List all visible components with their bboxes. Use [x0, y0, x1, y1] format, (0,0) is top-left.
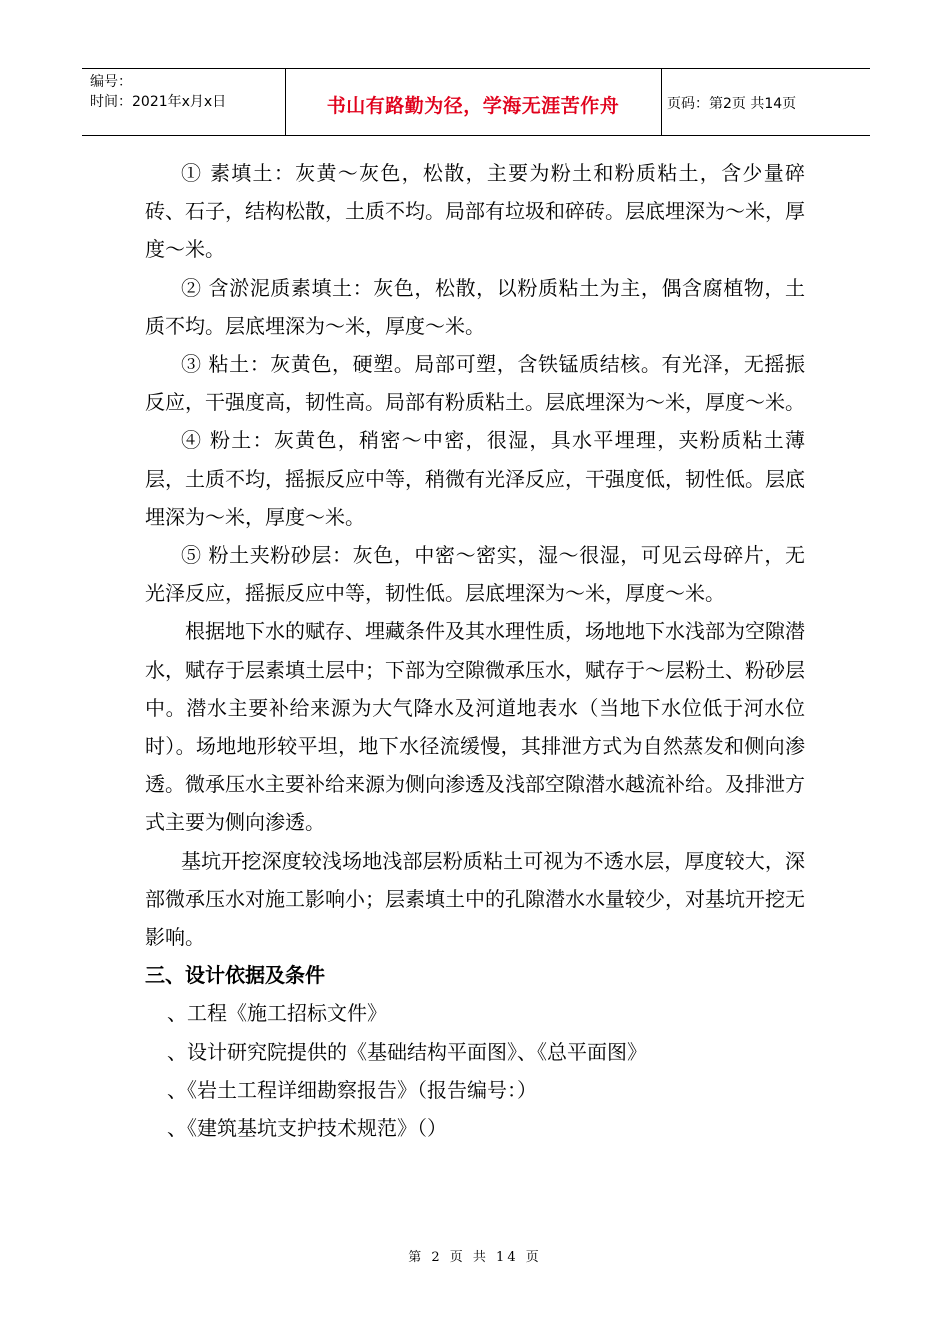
- header-right-cell: [661, 69, 870, 135]
- header-center-cell: [285, 69, 662, 135]
- section-heading: 三、设计依据及条件: [145, 963, 325, 988]
- document-id: 编号：: [90, 74, 132, 90]
- document-time: 时间：2021年x月x日: [90, 94, 227, 110]
- basis-item: 、工程《施工招标文件》: [167, 1001, 387, 1026]
- document-body: [145, 154, 805, 1147]
- header-page-info: 页码：第2页 共14页: [667, 96, 797, 112]
- soil-layer-4: ④ 粉土：灰黄色，稍密～中密，很湿，具水平埋理，夹粉质粘土薄层，土质不均，摇振反应中等，稍微有光泽反应，干强度低，韧性低。层底埋深为～米，厚度～米。: [145, 428, 805, 529]
- page-footer: 第 2 页 共 14 页: [408, 1250, 542, 1265]
- soil-layer-2: ② 含淤泥质素填土：灰色，松散，以粉质粘土为主，偶含腐植物，土质不均。层底埋深为～米，厚度～米。: [145, 275, 805, 338]
- basis-item: 、《建筑基坑支护技术规范》（）: [167, 1116, 447, 1141]
- soil-layer-5: ⑤ 粉土夹粉砂层：灰色，中密～密实，湿～很湿，可见云母碎片，无光泽反应，摇振反应中等，韧性低。层底埋深为～米，厚度～米。: [145, 543, 805, 606]
- soil-layer-1: ① 素填土：灰黄～灰色，松散，主要为粉土和粉质粘土，含少量碎砖、石子，结构松散，土质不均。局部有垃圾和碎砖。层底埋深为～米，厚度～米。: [145, 161, 805, 262]
- header-motto: 书山有路勤为径，学海无涯苦作舟: [326, 95, 620, 117]
- basis-item: 、《岩土工程详细勘察报告》（报告编号：）: [167, 1077, 537, 1102]
- excavation-paragraph: 基坑开挖深度较浅场地浅部层粉质粘土可视为不透水层，厚度较大，深部微承压水对施工影响小；层素填土中的孔隙潜水水量较少，对基坑开挖无影响。: [145, 848, 805, 950]
- header-table: [82, 68, 870, 136]
- groundwater-paragraph: 根据地下水的赋存、埋藏条件及其水理性质，场地地下水浅部为空隙潜水，赋存于层素填土层中；下部为空隙微承压水，赋存于～层粉土、粉砂层中。潜水主要补给来源为大气降水及河道地表水（当地下水位低于河水位时）。场地地形较平坦，地下水径流缓慢，其排泄方式为自然蒸发和侧向渗透。微承压水主要补给来源为侧向渗透及浅部空隙潜水越流补给。及排泄方式主要为侧向渗透。: [145, 619, 805, 835]
- basis-item: 、设计研究院提供的《基础结构平面图》、《总平面图》: [167, 1039, 647, 1064]
- soil-layer-3: ③ 粘土：灰黄色，硬塑。局部可塑，含铁锰质结核。有光泽，无摇振反应，干强度高，韧性高。局部有粉质粘土。层底埋深为～米，厚度～米。: [145, 352, 805, 415]
- header-left-cell: [82, 69, 286, 135]
